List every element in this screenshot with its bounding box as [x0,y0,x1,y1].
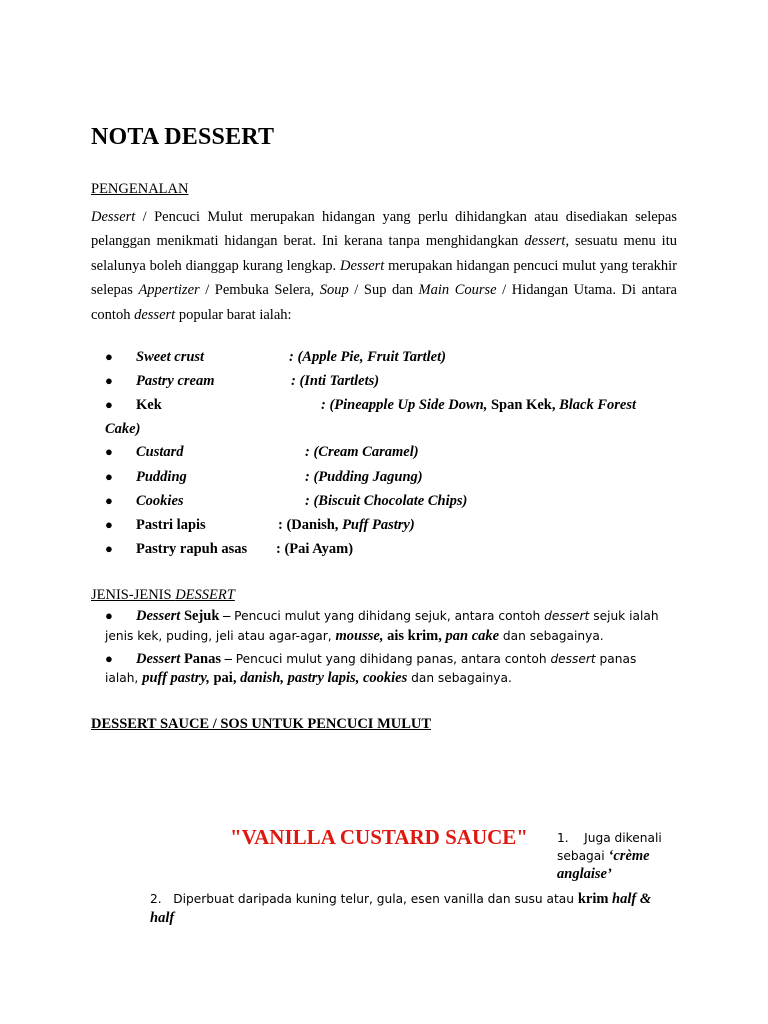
sauce-heading: DESSERT SAUCE / SOS UNTUK PENCUCI MULUT [91,716,432,732]
bullet-icon: ● [105,608,113,623]
list-item-continuation: ialah, puff pastry, pai, danish, pastry lapis, cookies dan sebagainya. [105,670,512,686]
bullet-icon: ● [105,397,113,412]
bullet-icon: ● [105,517,113,532]
bullet-icon: ● [105,493,113,508]
jenis-heading: JENIS-JENIS DESSERT [91,587,235,603]
intro-heading: PENGENALAN [91,181,189,197]
page-title: NOTA DESSERT [91,124,275,150]
vanilla-step-1: 1. Juga dikenali sebagai ‘crème anglaise’ [557,831,662,882]
vanilla-step-2: 2. Diperbuat daripada kuning telur, gula, esen vanilla dan susu atau krim half & half [150,891,652,926]
intro-paragraph: Dessert / Pencuci Mulut merupakan hidangan yang perlu dihidangkan atau disediakan selepas pelanggan menikmati hidangan berat. Ini kerana tanpa menghidangkan dessert, sesuatu menu itu selalunya boleh dianggap kurang lengkap. Dessert merupakan hidangan pencuci mulut yang terakhir selepas Appertizer / Pembuka Selera, Soup / Sup dan Main Course / Hidangan Utama. Di antara contoh dessert popular barat ialah: [91,209,677,323]
list-item-continuation: jenis kek, puding, jeli atau agar-agar, mousse, ais krim, pan cake dan sebagainya. [105,628,604,644]
list-item-continuation: Cake) [105,421,141,437]
bullet-icon: ● [105,469,113,484]
bullet-icon: ● [105,651,113,666]
vanilla-sauce-title: "VANILLA CUSTARD SAUCE" [230,825,528,849]
bullet-icon: ● [105,373,113,388]
bullet-icon: ● [105,444,113,459]
bullet-icon: ● [105,349,113,364]
bullet-icon: ● [105,541,113,556]
